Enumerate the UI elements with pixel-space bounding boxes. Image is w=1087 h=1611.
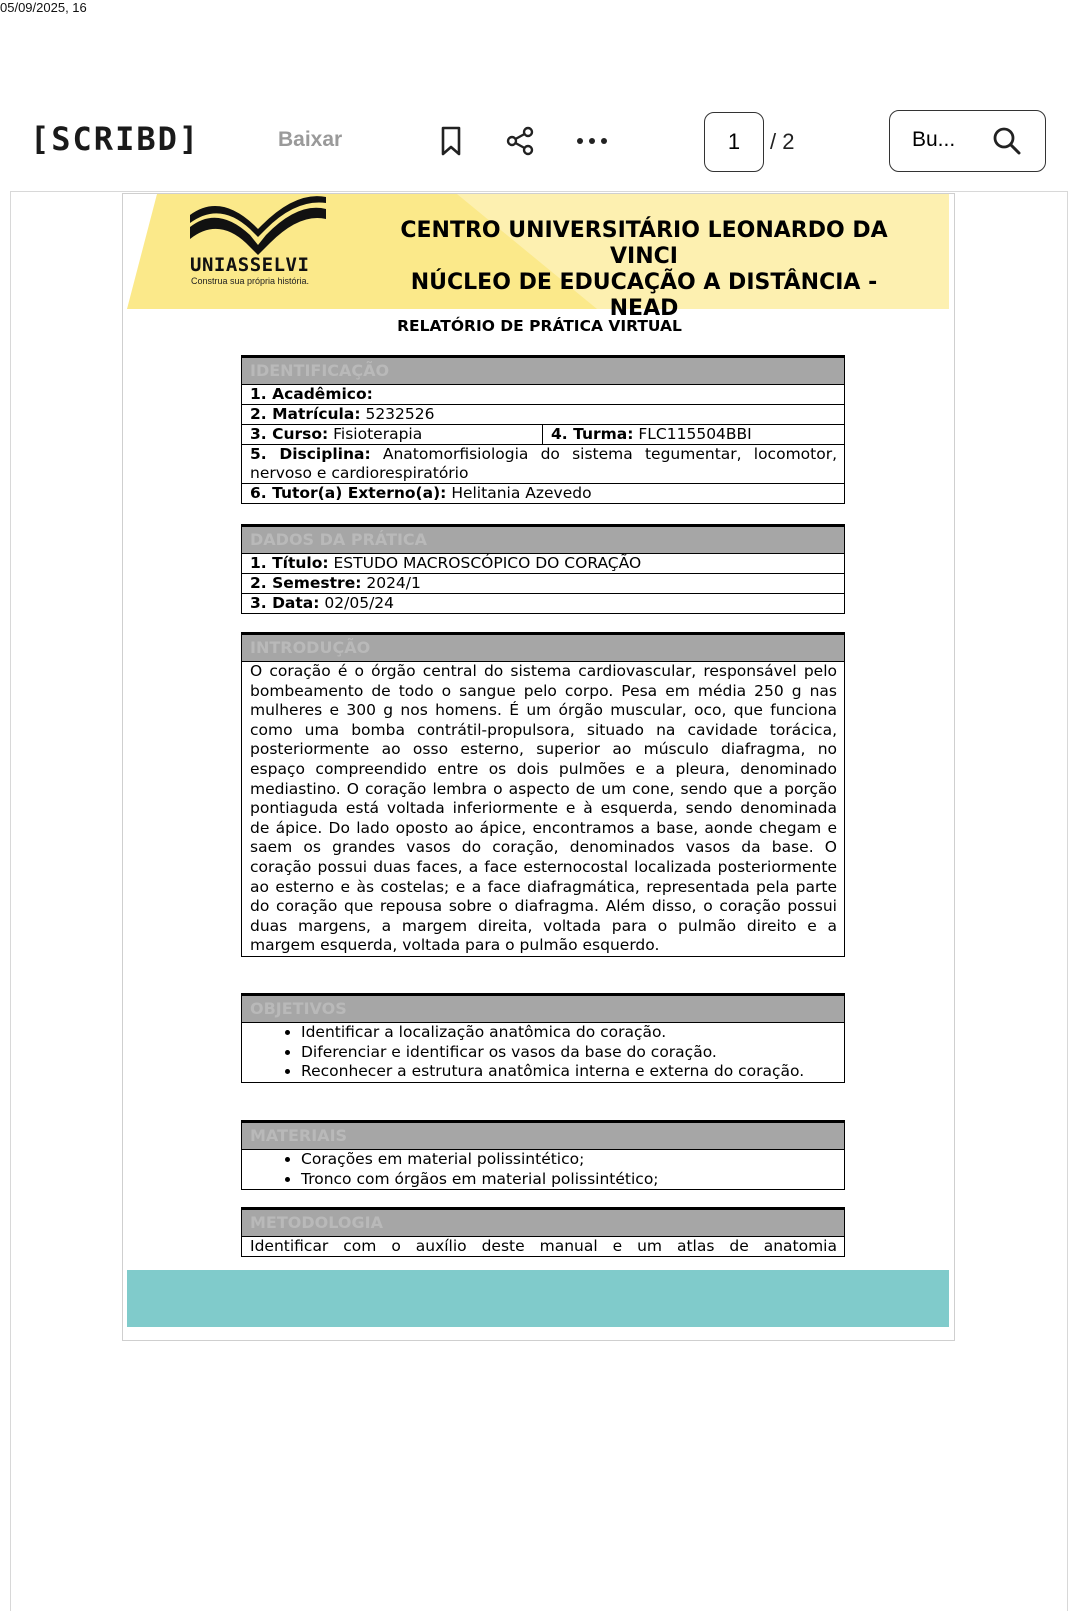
semestre-label: 2. Semestre: [250,574,362,592]
search-icon [991,125,1023,163]
data-value: 02/05/24 [324,594,395,612]
list-item: • Corações em material polissintético; [301,1150,837,1170]
objetivos-section [241,993,845,1083]
turma-value: FLC115504BBI [638,425,752,443]
matricula-row [242,405,844,425]
uniasselvi-logo-text: UNIASSELVI [190,254,310,276]
institution-line-2: NÚCLEO DE EDUCAÇÃO A DISTÂNCIA - NEAD [410,270,878,321]
download-button[interactable]: Baixar [278,128,343,151]
scribd-logo[interactable]: [SCRIBD] [30,120,201,158]
introducao-text: O coração é o órgão central do sistema cardiovascular, responsável pelo bombeamento de todo o sangue pelo corpo. Pesa em média 250 g nas mulheres e 300 g nos homens. É um órgão muscular, oco, que funciona como uma bomba contrátil-propulsora, situado na cavidade torácica, posteriormente ao osso esterno, superior ao músculo diafragma, no espaço compreendido entre os dois pulmões e a pleura, denominado mediastino. O coração lembra o aspecto de um cone, sendo que a porção pontiaguda está voltada inferiormente e à esquerda, sendo denominada de ápice. Do lado oposto ao ápice, encontramos a base, aonde chegam e saem os grandes vasos do coração, denominados vasos da base. O coração possui duas faces, a face esternocostal localizada posteriormente ao esterno e às costelas; e a face diafragmática, representada pela parte do coração que repousa sobre o diafragma. Além disso, o coração possui duas margens, a margem direita, voltada para o pulmão direito e a margem esquerda, voltada para o pulmão esquerdo. [250,662,837,955]
materiais-section [241,1120,845,1190]
turma-label: 4. Turma: [551,425,634,443]
footer-band [127,1270,949,1327]
introducao-heading: INTRODUÇÃO [242,633,844,662]
metodologia-text: Identificar com o auxílio deste manual e um atlas de anatomia [250,1237,837,1255]
page-number-input[interactable]: 1 [704,112,764,172]
metodologia-section [241,1207,845,1257]
list-item: • Reconhecer a estrutura anatômica interna e externa do coração. [301,1062,837,1082]
search-label: Bu... [912,128,956,151]
objetivos-list [242,1023,844,1082]
materiais-list [242,1150,844,1189]
identificacao-section [241,355,845,504]
academico-row [242,385,844,405]
metodologia-heading: METODOLOGIA [242,1208,844,1237]
page-total: / 2 [770,129,795,154]
share-icon[interactable] [503,124,537,158]
disciplina-label: 5. Disciplina: [250,445,371,463]
uniasselvi-logo-icon [188,197,328,257]
print-timestamp: 05/09/2025, 16 [0,0,87,15]
matricula-value: 5232526 [365,405,435,423]
list-item: • Diferenciar e identificar os vasos da base do coração. [301,1043,837,1063]
titulo-row [242,554,844,574]
curso-turma-row [242,425,844,445]
tutor-row [242,484,844,503]
identificacao-heading: IDENTIFICAÇÃO [242,356,844,385]
academico-label: 1. Acadêmico: [250,385,373,403]
curso-label: 3. Curso: [250,425,329,443]
materiais-heading: MATERIAIS [242,1121,844,1150]
document-page [122,193,955,1341]
report-title: RELATÓRIO DE PRÁTICA VIRTUAL [397,317,682,335]
curso-cell [242,425,543,444]
introducao-section [241,632,845,957]
bookmark-icon[interactable] [434,124,468,158]
dados-heading: DADOS DA PRÁTICA [242,525,844,554]
uniasselvi-tagline: Construa sua própria história. [191,276,310,286]
data-row [242,594,844,613]
list-item: • Identificar a localização anatômica do coração. [301,1023,837,1043]
curso-value: Fisioterapia [333,425,423,443]
titulo-value: ESTUDO MACROSCÓPICO DO CORAÇÃO [333,554,642,572]
semestre-row [242,574,844,594]
turma-cell [543,425,759,444]
tutor-value: Helitania Azevedo [451,484,592,502]
more-icon[interactable] [575,124,609,158]
institution-title [389,218,899,321]
matricula-label: 2. Matrícula: [250,405,361,423]
institution-line-1: CENTRO UNIVERSITÁRIO LEONARDO DA VINCI [400,218,888,269]
semestre-value: 2024/1 [366,574,421,592]
data-label: 3. Data: [250,594,320,612]
disciplina-value: Anatomorfisiologia do sistema tegumentar, locomotor, nervoso e cardiorespiratório [250,445,838,482]
titulo-label: 1. Título: [250,554,329,572]
objetivos-heading: OBJETIVOS [242,994,844,1023]
list-item: • Tronco com órgãos em material polissintético; [301,1170,837,1190]
dados-section [241,524,845,614]
tutor-label: 6. Tutor(a) Externo(a): [250,484,447,502]
search-button[interactable] [889,110,1046,172]
disciplina-row [242,445,844,484]
